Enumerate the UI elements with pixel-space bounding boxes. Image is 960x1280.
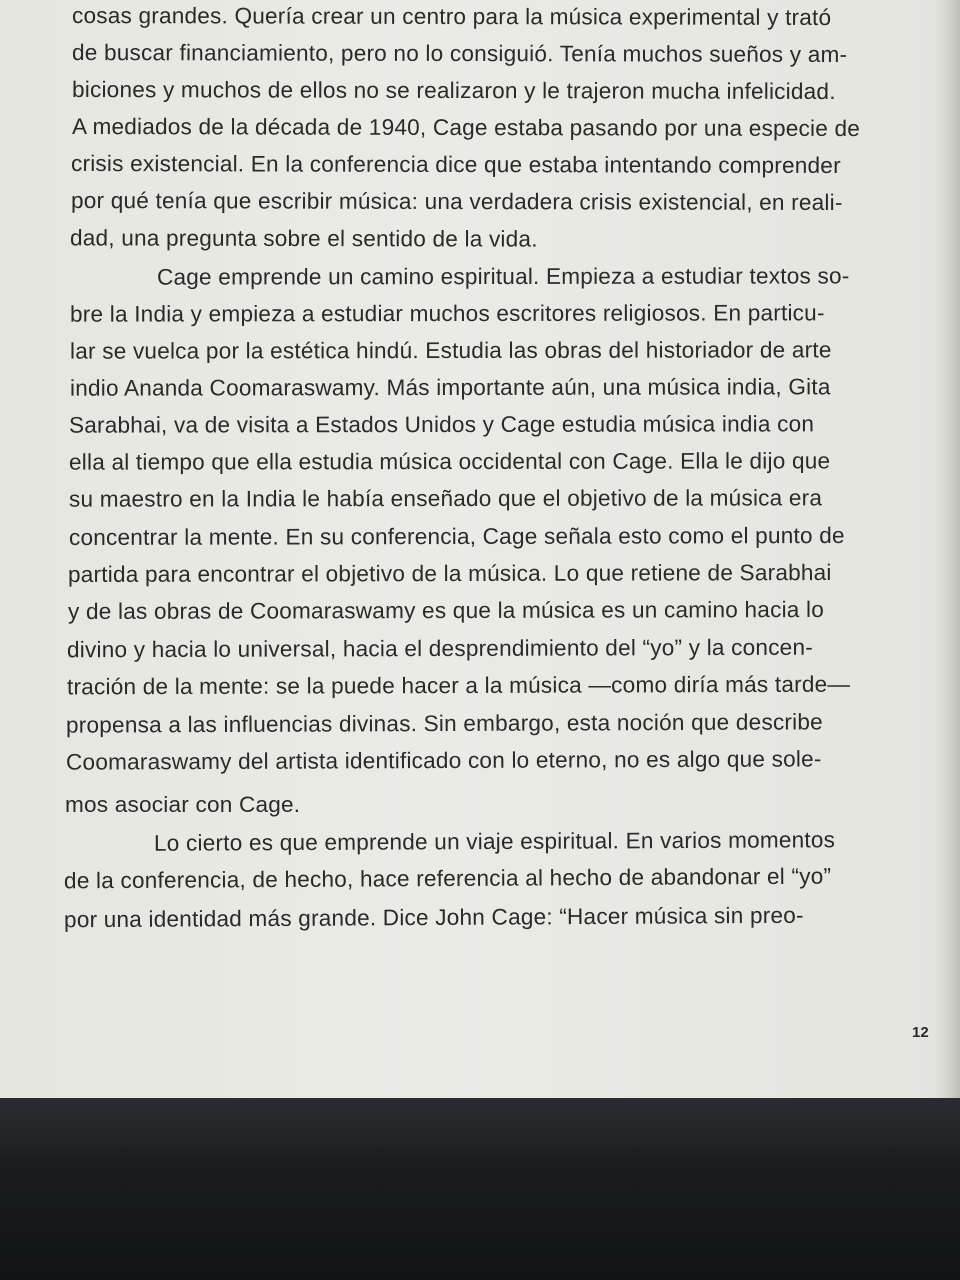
text-line: partida para encontrar el objetivo de la música. Lo que retiene de Sarabhai <box>67 560 832 587</box>
page-number: 12 <box>912 1024 929 1041</box>
page-edge-shadow <box>934 0 960 1098</box>
text-line: cosas grandes. Quería crear un centro para la música experimental y trató <box>71 3 832 30</box>
text-line: indio Ananda Coomaraswamy. Más importante aún, una música india, Gita <box>69 374 831 401</box>
text-line: lar se vuelca por la estética hindú. Estudia las obras del historiador de arte <box>69 337 832 364</box>
text-line-indented: Lo cierto es que emprende un viaje espiritual. En varios momentos <box>153 827 836 856</box>
text-line: tración de la mente: se la puede hacer a la música —como diría más tarde— <box>66 671 851 700</box>
text-line: de la conferencia, de hecho, hace referencia al hecho de abandonar el “yo” <box>63 863 832 894</box>
text-line: por qué tenía que escribir música: una verdadera crisis existencial, en reali- <box>70 187 843 216</box>
dark-background-surface <box>0 1098 960 1280</box>
text-line: mos asociar con Cage. <box>65 792 301 817</box>
text-line: Coomaraswamy del artista identificado con lo eterno, no es algo que sole- <box>65 746 822 775</box>
text-line: propensa a las influencias divinas. Sin embargo, esta noción que describe <box>65 709 823 738</box>
text-line: crisis existencial. En la conferencia dice que estaba intentando comprender <box>70 150 841 179</box>
text-line: bre la India y empieza a estudiar muchos escritores religiosos. En particu- <box>69 300 825 327</box>
text-line: A mediados de la década de 1940, Cage estaba pasando por una especie de <box>71 113 861 142</box>
text-line: biciones y muchos de ellos no se realizaron y le trajeron mucha infelicidad. <box>71 77 836 104</box>
text-line: concentrar la mente. En su conferencia, Cage señala esto como el punto de <box>68 522 845 551</box>
text-line: su maestro en la India le había enseñado que el objetivo de la música era <box>68 485 823 512</box>
text-line: ella al tiempo que ella estudia música occidental con Cage. Ella le dijo que <box>68 448 831 475</box>
text-line: Sarabhai, va de visita a Estados Unidos y Cage estudia música india con <box>68 411 815 438</box>
text-line: y de las obras de Coomaraswamy es que la música es un camino hacia lo <box>67 597 825 624</box>
text-line-indented: Cage emprende un camino espiritual. Empieza a estudiar textos so- <box>156 263 850 290</box>
text-line: divino y hacia lo universal, hacia el desprendimiento del “yo” y la concen- <box>66 634 813 663</box>
text-line: dad, una pregunta sobre el sentido de la vida. <box>69 225 538 252</box>
text-line: de buscar financiamiento, pero no lo consiguió. Tenía muchos sueños y am- <box>71 39 848 68</box>
text-line: por una identidad más grande. Dice John Cage: “Hacer música sin preo- <box>63 902 804 933</box>
